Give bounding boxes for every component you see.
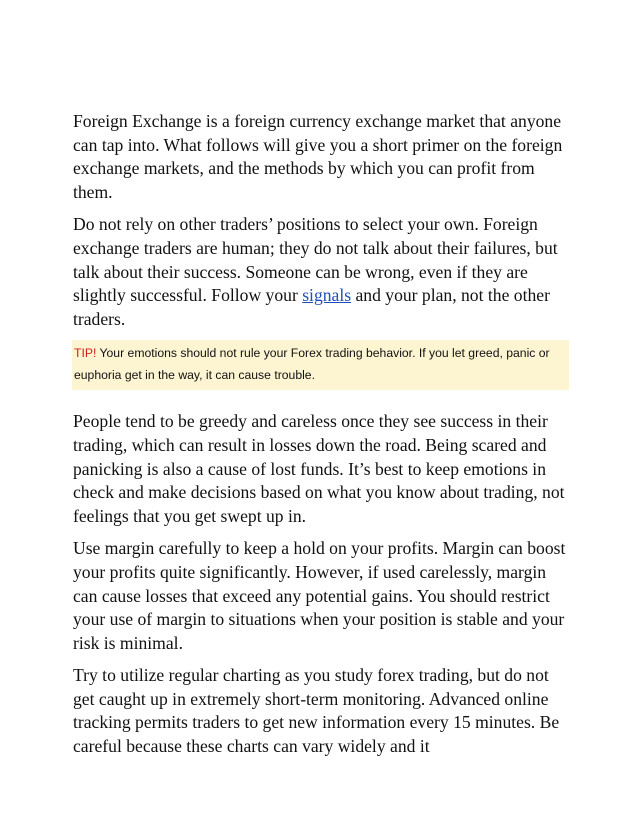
signals-link[interactable]: signals: [302, 285, 352, 306]
paragraph-charting: Try to utilize regular charting as you study forex trading, but do not get caught up in extremely short-term monitoring. Advanced online tracking permits traders to get new information every 15 minutes. Be careful because these charts can vary widely and it: [73, 665, 560, 757]
paragraph-other-traders: [73, 213, 573, 331]
paragraph-other-traders-text-a: Do not rely on other traders’ positions to select your own. Foreign exchange traders are human; they do not talk about their failures, but talk about their success. Someone can be wrong, even if they are slightly successful. Follow your: [73, 214, 558, 306]
paragraph-intro: Foreign Exchange is a foreign currency exchange market that anyone can tap into. What follows will give you a short primer on the foreign exchange markets, and the methods by which you can profit from them.: [73, 111, 563, 202]
tip-text: Your emotions should not rule your Forex trading behavior. If you let greed, panic or euphoria get in the way, it can cause trouble.: [74, 346, 550, 383]
paragraph-emotions: People tend to be greedy and careless once they see success in their trading, which can result in losses down the road. Being scared and panicking is also a cause of lost funds. It’s best to keep emotions in check and make decisions based on what you know about trading, not feelings that you get swept up in.: [73, 411, 565, 526]
paragraph-margin: Use margin carefully to keep a hold on your profits. Margin can boost your profits quite significantly. However, if used carelessly, margin can cause losses that exceed any potential gains. You should restrict your use of margin to situations when your position is stable and your risk is minimal.: [73, 538, 566, 653]
document-body: [73, 110, 573, 768]
tip-box: [72, 340, 569, 390]
tip-label: TIP!: [74, 346, 97, 361]
paragraph-other-traders-text-b: and your plan, not the other traders.: [73, 285, 550, 329]
